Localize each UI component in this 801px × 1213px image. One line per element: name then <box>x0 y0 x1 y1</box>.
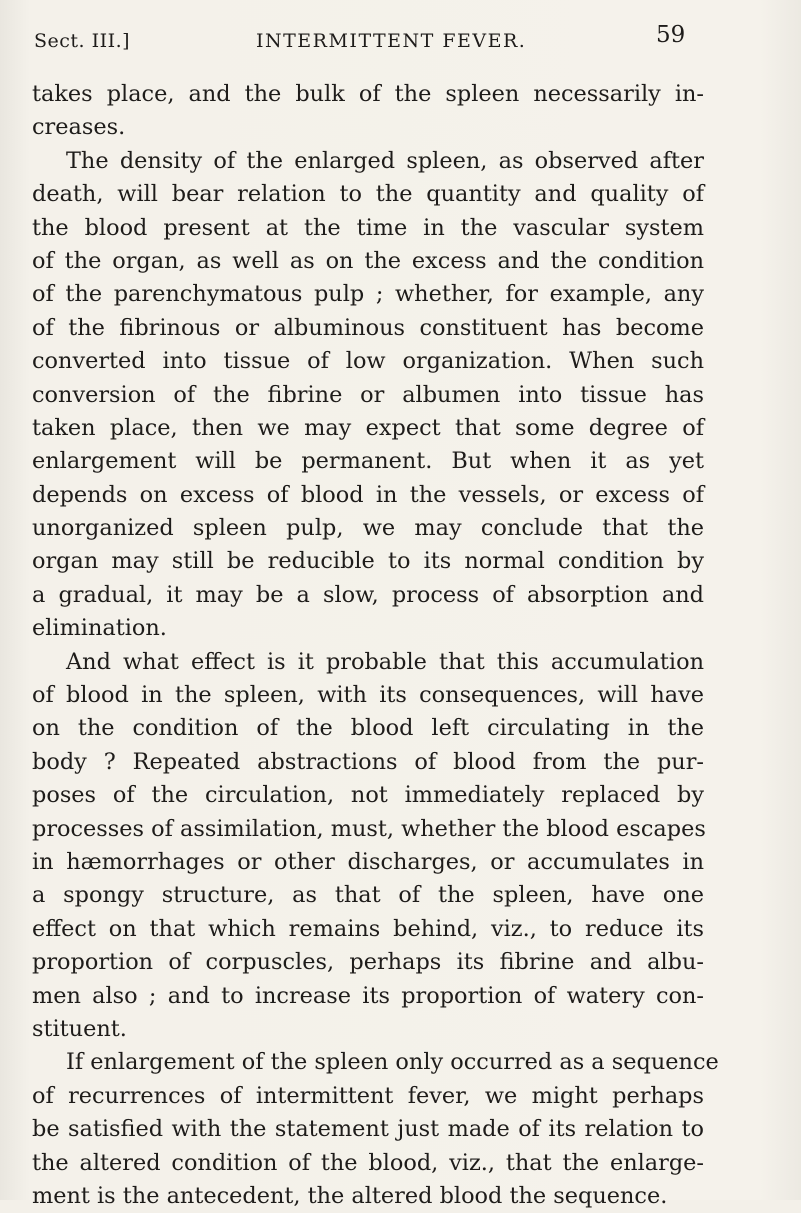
text-line: of recurrences of intermittent fever, we might perhaps <box>32 1082 704 1109</box>
running-title: INTERMITTENT FEVER. <box>256 30 527 52</box>
text-line: on the condition of the blood left circulating in the <box>32 715 704 742</box>
text-line: enlargement will be permanent. But when it as yet <box>32 448 704 475</box>
text-line: taken place, then we may expect that some degree of <box>32 414 704 441</box>
text-line: converted into tissue of low organization. When such <box>32 348 704 375</box>
text-line: in hæmorrhages or other discharges, or accumulates in <box>32 848 704 875</box>
text-line: takes place, and the bulk of the spleen necessarily in- <box>32 81 704 107</box>
text-line: processes of assimilation, must, whether the blood escapes <box>32 815 706 842</box>
text-line: ment is the antecedent, the altered blood the sequence. <box>32 1182 668 1209</box>
text-line: And what effect is it probable that this accumulation <box>66 648 704 675</box>
text-line: be satisfied with the statement just made of its relation to <box>32 1116 704 1143</box>
text-line: a gradual, it may be a slow, process of absorption and <box>32 581 704 608</box>
text-line: The density of the enlarged spleen, as observed after <box>66 147 704 174</box>
text-line: the altered condition of the blood, viz., that the enlarge- <box>32 1149 704 1176</box>
page-number: 59 <box>656 22 686 48</box>
section-label: Sect. III.] <box>34 30 131 52</box>
text-line: depends on excess of blood in the vessels, or excess of <box>32 481 704 508</box>
text-line: the blood present at the time in the vascular system <box>32 214 704 241</box>
text-line: body ? Repeated abstractions of blood from the pur- <box>32 748 704 775</box>
text-line: effect on that which remains behind, viz., to reduce its <box>32 915 704 942</box>
text-line: poses of the circulation, not immediately replaced by <box>32 782 704 809</box>
text-line: of the fibrinous or albuminous constituent has become <box>32 314 704 341</box>
text-line: organ may still be reducible to its normal condition by <box>32 548 704 575</box>
text-line: men also ; and to increase its proportion of watery con- <box>32 982 704 1009</box>
text-line: creases. <box>32 114 126 141</box>
text-line: stituent. <box>32 1015 127 1042</box>
body-text <box>32 78 719 1213</box>
text-line: If enlargement of the spleen only occurred as a sequence <box>66 1049 719 1076</box>
text-line: of the parenchymatous pulp ; whether, for example, any <box>32 281 704 308</box>
text-line: conversion of the fibrine or albumen into tissue has <box>32 381 704 408</box>
text-line: of the organ, as well as on the excess and the condition <box>32 247 704 274</box>
text-line: death, will bear relation to the quantity and quality of <box>32 181 704 208</box>
text-line: a spongy structure, as that of the spleen, have one <box>32 882 704 909</box>
text-line: proportion of corpuscles, perhaps its fibrine and albu- <box>32 949 704 976</box>
text-line: of blood in the spleen, with its consequences, will have <box>32 682 704 709</box>
running-head <box>34 24 734 58</box>
text-line: elimination. <box>32 615 167 642</box>
text-line: unorganized spleen pulp, we may conclude that the <box>32 515 704 542</box>
